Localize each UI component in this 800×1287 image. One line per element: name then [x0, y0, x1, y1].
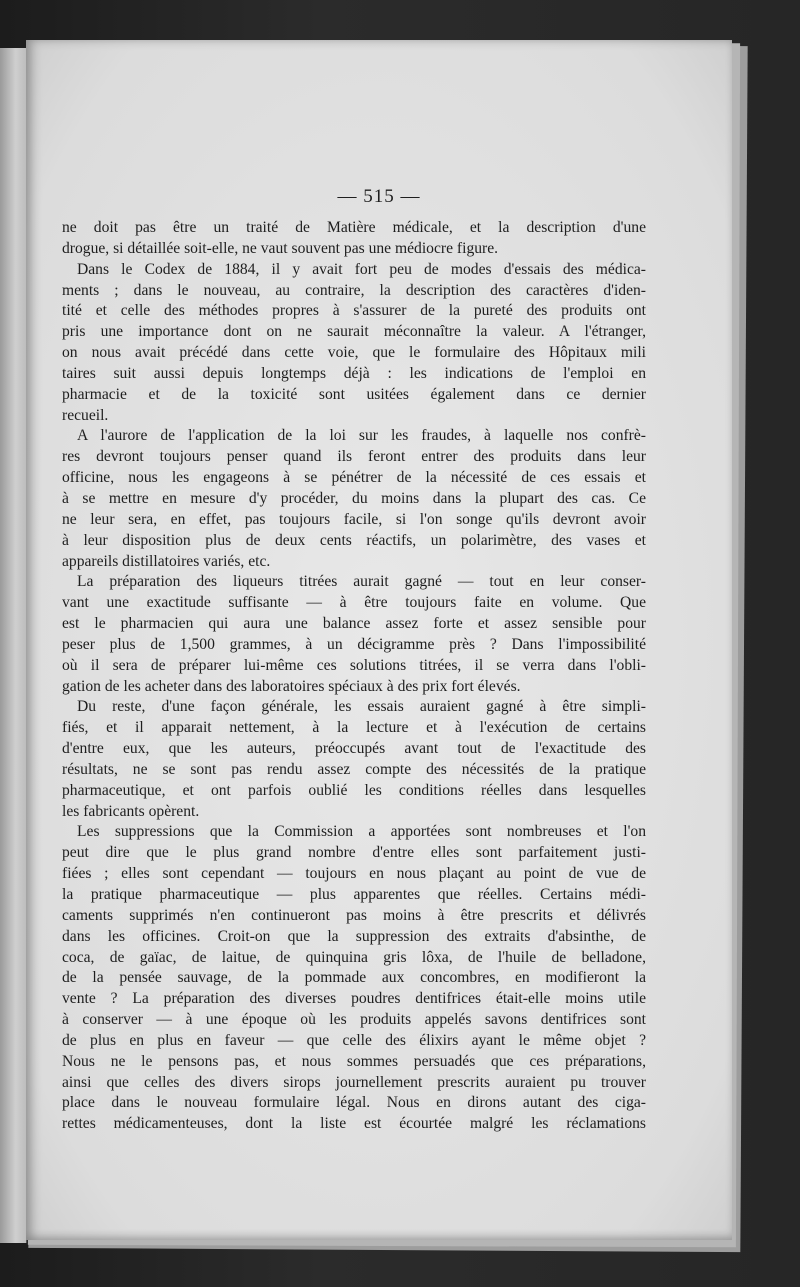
text-line: La préparation des liqueurs titrées aurait gagné — tout en leur conser- [77, 573, 646, 591]
text-line: pharmacie et de la toxicité sont usitées également dans ce dernier [62, 385, 646, 403]
text-line: tité et celle des méthodes propres à s'assurer de la pureté des produits ont [62, 302, 646, 320]
text-line: gation de les acheter dans des laboratoires spéciaux à des prix fort élevés. [62, 677, 521, 695]
text-line: coca, de gaïac, de laitue, de quinquina gris lôxa, de l'huile de belladone, [62, 948, 646, 966]
text-line: A l'aurore de l'application de la loi sur les fraudes, à laquelle nos confrè- [77, 427, 646, 445]
text-line: officine, nous les engageons à se pénétrer de la nécessité de ces essais et [62, 469, 646, 487]
text-line: à conserver — à une époque où les produits appelés savons dentifrices sont [62, 1011, 646, 1029]
left-page-edge [0, 48, 27, 1243]
text-line: on nous avait précédé dans cette voie, que le formulaire des Hôpitaux mili [62, 344, 646, 362]
text-line: ne leur sera, en effet, pas toujours facile, si l'on songe qu'ils devront avoir [62, 510, 646, 528]
text-line: où il sera de préparer lui-même ces solutions titrées, il se verra dans l'obli- [62, 656, 646, 674]
text-line: res devront toujours penser quand ils feront entrer des produits dans leur [62, 448, 646, 466]
text-line: place dans le nouveau formulaire légal. Nous en dirons autant des ciga- [62, 1094, 646, 1112]
text-line: Les suppressions que la Commission a apportées sont nombreuses et l'on [77, 823, 646, 841]
page-number: — 515 — [337, 186, 421, 207]
text-line: à se mettre en mesure d'y procéder, du moins dans la plupart des cas. Ce [62, 489, 646, 507]
book-page [26, 40, 732, 1240]
text-line: d'entre eux, que les auteurs, préoccupés avant tout de l'exactitude des [62, 740, 646, 758]
text-line: fiées ; elles sont cependant — toujours en nous plaçant au point de vue de [62, 865, 646, 883]
text-line: vente ? La préparation des diverses poudres dentifrices était-elle moins utile [62, 990, 646, 1008]
text-line: est le pharmacien qui aura une balance assez forte et assez sensible pour [62, 615, 646, 633]
text-line: taires suit aussi depuis longtemps déjà : les indications de l'emploi en [62, 364, 646, 382]
text-line: pris une importance dont on ne saurait méconnaître la valeur. A l'étranger, [62, 323, 646, 341]
text-line: Dans le Codex de 1884, il y avait fort peu de modes d'essais des médica- [77, 260, 646, 278]
text-line: recueil. [62, 406, 109, 424]
text-line: la pratique pharmaceutique — plus apparentes que réelles. Certains médi- [62, 886, 646, 903]
text-line: résultats, ne se sont pas rendu assez compte des nécessités de la pratique [62, 760, 646, 778]
text-line: Nous ne le pensons pas, et nous sommes persuadés que ces préparations, [62, 1052, 646, 1070]
text-line: les fabricants opèrent. [62, 802, 200, 820]
body-text [62, 218, 646, 1135]
text-line: rettes médicamenteuses, dont la liste est écourtée malgré les réclamations [62, 1115, 646, 1133]
text-line: de plus en plus en faveur — que celle des élixirs ayant le même objet ? [62, 1031, 646, 1049]
text-line: ne doit pas être un traité de Matière médicale, et la description d'une [62, 219, 646, 236]
text-line: pharmaceutique, et ont parfois oublié les conditions réelles dans lesquelles [62, 781, 646, 799]
text-line: peser plus de 1,500 grammes, à un décigramme près ? Dans l'impossibilité [62, 635, 646, 653]
text-line: drogue, si détaillée soit-elle, ne vaut souvent pas une médiocre figure. [62, 239, 499, 257]
text-line: vant une exactitude suffisante — à être toujours faite en volume. Que [62, 594, 646, 612]
text-line: appareils distillatoires variés, etc. [62, 552, 271, 570]
text-line: peut dire que le plus grand nombre d'entre elles sont parfaitement justi- [62, 844, 646, 862]
text-line: de la pensée sauvage, de la pommade aux concombres, en modifieront la [62, 969, 646, 987]
text-line: ments ; dans le nouveau, au contraire, la description des caractères d'iden- [62, 281, 646, 299]
text-line: à leur disposition plus de deux cents réactifs, un polarimètre, des vases et [62, 531, 646, 549]
text-line: caments supprimés n'en continueront pas moins à être prescrits et délivrés [62, 906, 646, 924]
text-line: ainsi que celles des divers sirops journellement prescrits auraient pu trouver [62, 1073, 646, 1091]
text-line: fiés, et il apparait nettement, à la lecture et à l'exécution de certains [62, 719, 646, 737]
text-line: dans les officines. Croit-on que la suppression des extraits d'absinthe, de [62, 927, 646, 945]
text-line: Du reste, d'une façon générale, les essais auraient gagné à être simpli- [77, 698, 646, 716]
